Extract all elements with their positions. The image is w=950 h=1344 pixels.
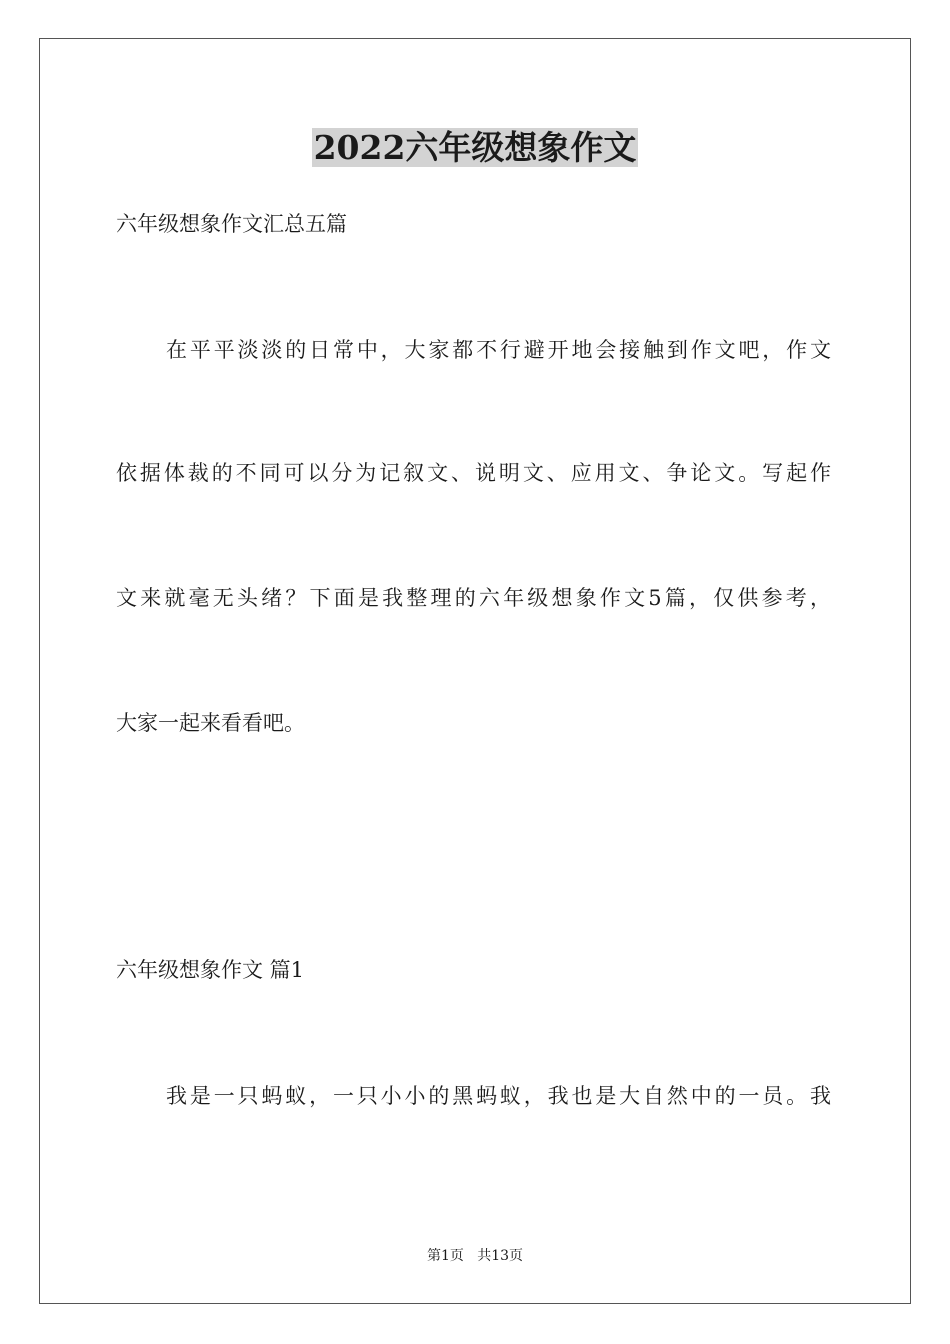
intro-paragraph-line-3: 文来就毫无头绪？下面是我整理的六年级想象作文5篇，仅供参考， xyxy=(116,586,831,610)
section-heading: 六年级想象作文 篇1 xyxy=(116,958,305,982)
page-footer: 第1页 共13页 xyxy=(426,1248,524,1264)
intro-paragraph-line-1: 在平平淡淡的日常中，大家都不行避开地会接触到作文吧，作文 xyxy=(166,338,831,362)
intro-paragraph-line-2: 依据体裁的不同可以分为记叙文、说明文、应用文、争论文。写起作 xyxy=(116,461,831,485)
section-paragraph-line-1: 我是一只蚂蚁，一只小小的黑蚂蚁，我也是大自然中的一员。我 xyxy=(166,1084,831,1108)
document-subtitle: 六年级想象作文汇总五篇 xyxy=(116,212,347,236)
document-title-text: 2022六年级想象作文 xyxy=(313,128,637,167)
document-title xyxy=(0,126,950,170)
intro-paragraph-line-4: 大家一起来看看吧。 xyxy=(116,711,305,735)
